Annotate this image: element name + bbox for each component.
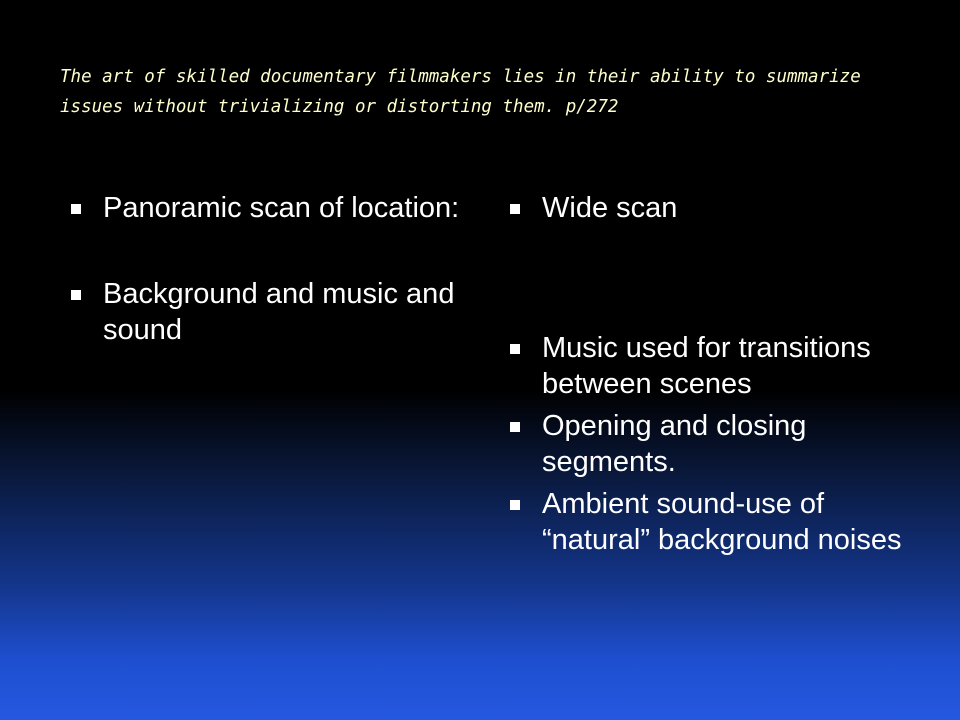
list-item bbox=[507, 190, 907, 226]
square-bullet-icon bbox=[510, 422, 520, 432]
list-item bbox=[507, 486, 907, 558]
list-item-text: Panoramic scan of location: bbox=[103, 192, 460, 224]
list-item-text: Music used for transitions between scenes bbox=[542, 332, 871, 400]
list-item bbox=[68, 190, 468, 226]
slide-title: The art of skilled documentary filmmakers lies in their ability to summarize issues without trivializing or distorting them. p/272 bbox=[60, 67, 861, 117]
square-bullet-icon bbox=[510, 204, 520, 214]
right-bullet-list bbox=[507, 190, 907, 558]
square-bullet-icon bbox=[510, 500, 520, 510]
list-item bbox=[507, 408, 907, 480]
list-item-text: Opening and closing segments. bbox=[542, 410, 807, 478]
list-item bbox=[68, 276, 468, 348]
list-item-text: Wide scan bbox=[542, 192, 678, 224]
left-bullet-list bbox=[68, 190, 468, 348]
list-item-text: Background and music and sound bbox=[103, 278, 455, 346]
square-bullet-icon bbox=[71, 290, 81, 300]
list-item-text: Ambient sound-use of “natural” background noises bbox=[542, 488, 902, 556]
square-bullet-icon bbox=[71, 204, 81, 214]
square-bullet-icon bbox=[510, 344, 520, 354]
list-item bbox=[507, 330, 907, 402]
